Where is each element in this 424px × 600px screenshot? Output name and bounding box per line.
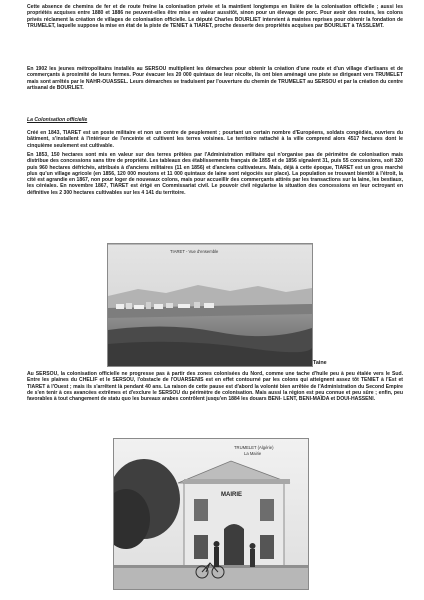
section-title: La Colonisation officielle bbox=[27, 117, 88, 123]
paragraph-colonisation-privee: Cette absence de chemins de fer et de route freine la colonisation privée et la maintient longtemps en lisière de la colonisation officielle ; aussi les propriétés acquises entre 1880 et 1886 ne peuvent-elles être mise en valeur aussitôt, sinon pour un élevage de porc. Pour avoir des routes, les colons privés réclament la création de villages de colonisation officielle. Le député Charles BOURLIET intervient à maintes reprises pour obtenir la fondation de TRUMELET, laquelle suppose la mise en état de la piste de TENIET à TIARET, proche desserte des propriétés acquises par BOURLIET à TASSLEMT. bbox=[27, 4, 403, 29]
paragraph-sersou-colonisation: Au SERSOU, la colonisation officielle ne progresse pas à partir des zones colonisées du Nord, comme une tache d'huile peu à peu étalée vers le Sud. Entre les plaines du CHELIF et le SERSOU, l'obstacle de l'OUARSENIS est en effet contourné par les colons qui atteignent assez tôt TENIET à l'Est et TIARET à l'Ouest ; mais ils s'arrêtent là pendant 40 ans. La raison de cette pause est d'abord la volonté bien arrêtée de l'Administration du Second Empire de s'en tenir à ces avancées extrêmes et d'exclure le SERSOU du périmètre de colonisation. Mais aussi la région est peu connue et peu sûre ; enfin, peu favorables à tout changement de statu quo les bureaux arabes contrôlent jusqu'en 1884 les douars BENI- LENT, BENI-MAÏDA et DOUI-HASSENI. bbox=[27, 371, 403, 403]
trumelet-photo-inscription-1: TRUMELET (Algérie) bbox=[234, 445, 274, 450]
photo-caption: Taine bbox=[313, 360, 327, 366]
trumelet-mairie-photo bbox=[113, 438, 309, 590]
paragraph-tiaret-1843: Créé en 1843, TIARET est un poste militaire et non un centre de peuplement ; pourtant un certain nombre d'Européens, soldats congédiés, ouvriers du bâtiment, s'installent à l'intérieur de l'enceinte et cultivent les terres voisines. Le territoire rattaché à la ville comprend alors 4517 hectares dont le cinquième seulement est cultivable. bbox=[27, 130, 403, 149]
tiaret-photo-inscription: TIARET - Vue d'ensemble bbox=[170, 249, 219, 254]
mairie-sign: MAIRIE bbox=[221, 492, 242, 498]
tiaret-panorama-photo bbox=[107, 243, 313, 367]
trumelet-photo-inscription-2: La Mairie bbox=[244, 451, 262, 456]
paragraph-tiaret-1853: En 1853, 150 hectares sont mis en valeur sur des terres prêtées par l'Administration militaire qui n'organise pas de périmètre de colonisation mais distribue des concessions sans titre de propriété. Les tableaux des établissements français de 1855 et de 1856 signalent 31, puis 55 concessions, soit 320 puis 960 hectares défrichés, attribués à d'anciens militaires (11 en 1856) et d'anciens cultivateurs. Mais, déjà à cette époque, TIARET est un gros marché plus qu'un village agricole (en 1856, 120 000 moutons et 11 000 quintaux de laine sont négociés sur place). La population se trouvant bientôt à l'étroit, la cité est agrandie en 1867, non pour loger de nouveaux colons, mais pour accueillir des commerçants attirés par les transactions sur la laine, les bestiaux, les céréales. En novembre 1867, TIARET est érigé en Commissariat civil. Le pouvoir civil régularise la situation des concessions en leur octroyant en définitive les 2 300 hectares cultivables sur les 4 141 du territoire. bbox=[27, 152, 403, 196]
paragraph-sersou-1902: En 1902 les jeunes métropolitains installés au SERSOU multiplient les démarches pour obtenir la création d'une route et d'un village d'artisans et de commerçants à proximité de leurs fermes. Pour évacuer les 20 000 quintaux de leur récolte, ils ont bien aménagé une piste se dirigeant vers TRUMELET mais sont arrêtés par le NAHR-OUASSEL. Leurs démarches se traduisent par l'ouverture du chemin de TRUMELET au SERSOU et par la création du centre artisanal de BOURLIET. bbox=[27, 66, 403, 91]
